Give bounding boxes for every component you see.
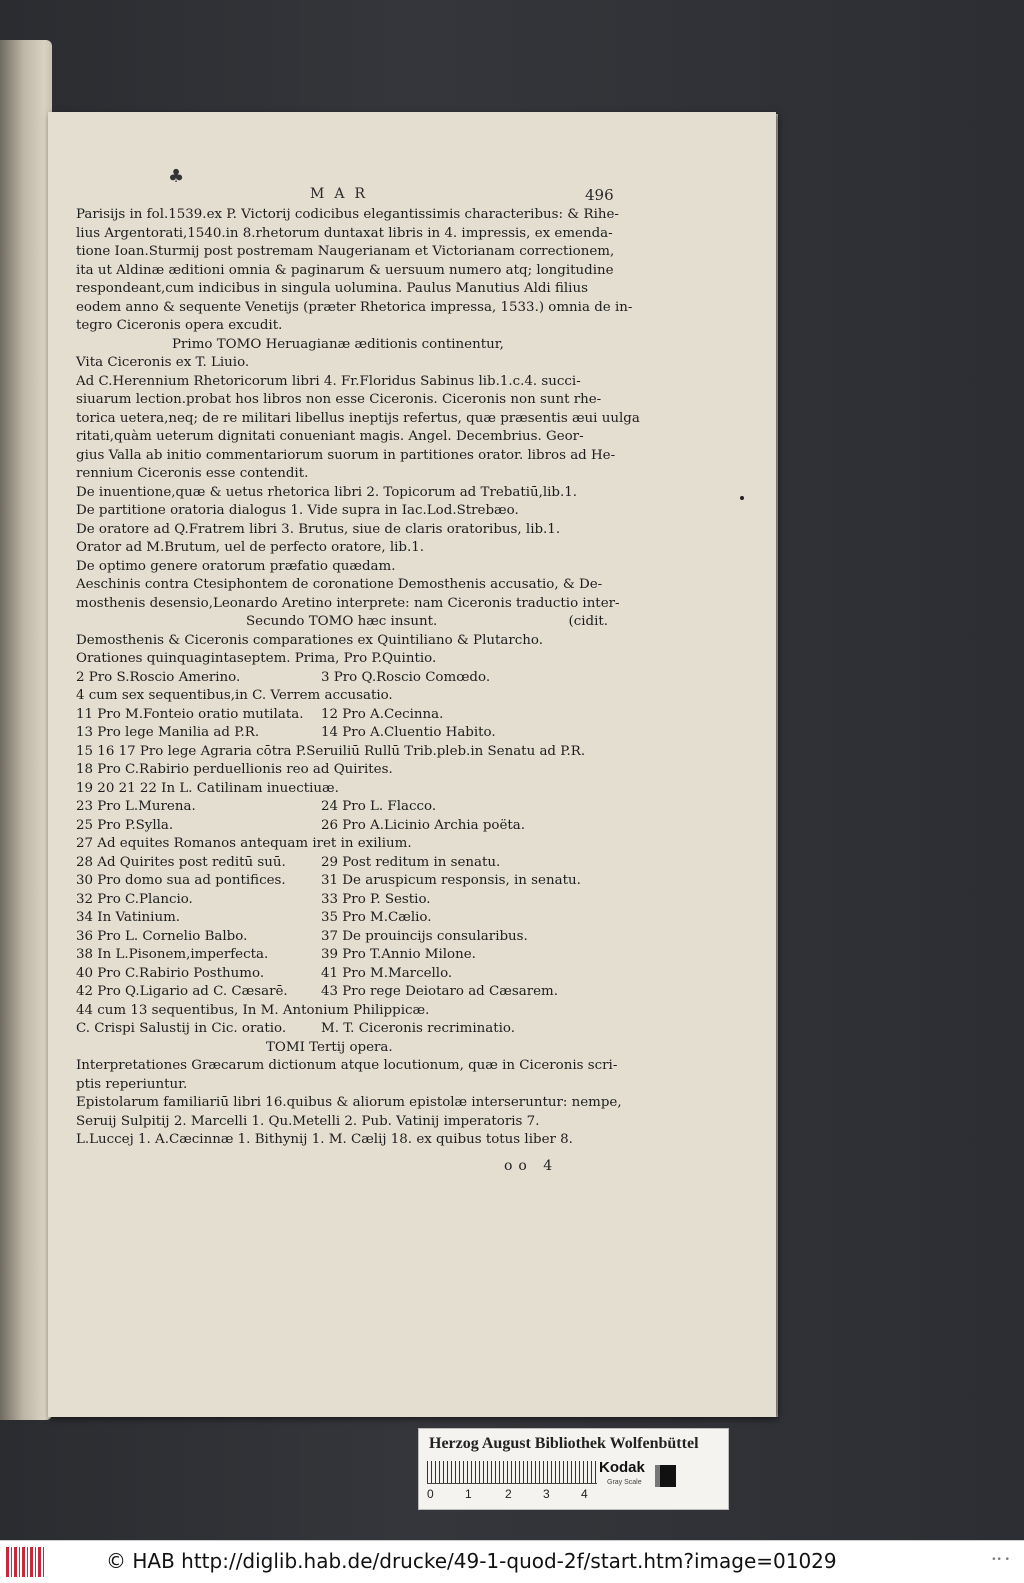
oration-row (76, 817, 616, 836)
text-line: Orationes quinquagintaseptem. Prima, Pro P.Quintio. (76, 651, 437, 666)
oration-row (76, 724, 616, 743)
oration-entry: 40 Pro C.Rabirio Posthumo. (76, 965, 265, 981)
oration-row (76, 687, 616, 706)
oration-entry: C. Crispi Salustij in Cic. oratio. (76, 1021, 287, 1036)
text-line: ptis reperiuntur. (76, 1076, 188, 1092)
text-line: Aeschinis contra Ctesiphontem de coronatione Demosthenis accusatio, & De- (76, 577, 603, 592)
oration-entry: 35 Pro M.Cælio. (321, 910, 432, 925)
text-line: mosthenis desensio,Leonardo Aretino interprete: nam Ciceronis traductio inter- (76, 595, 620, 611)
text-line: eodem anno & sequente Venetijs (præter Rhetorica impressa, 1533.) omnia de in- (76, 299, 633, 315)
page-number: 496 (585, 186, 614, 204)
oration-entry: 11 Pro M.Fonteio oratio mutilata. (76, 706, 304, 722)
signature-mark: oo 4 (504, 1158, 559, 1174)
text-line: Interpretationes Græcarum dictionum atque locutionum, quæ in Ciceronis scri- (76, 1058, 618, 1073)
text-line: lius Argentorati,1540.in 8.rhetorum duntaxat libris in 4. impressis, ex emenda- (76, 225, 613, 241)
oration-row (76, 706, 616, 725)
oration-entry: 39 Pro T.Annio Milone. (321, 947, 476, 962)
oration-entry: 32 Pro C.Plancio. (76, 891, 193, 907)
oration-entry: 2 Pro S.Roscio Amerino. (76, 669, 241, 685)
oration-entry: 23 Pro L.Murena. (76, 799, 196, 814)
previous-page-edge (0, 40, 52, 1420)
ruler-label: 0 (427, 1487, 434, 1501)
oration-entry: 29 Post reditum in senatu. (321, 854, 501, 870)
oration-entry: 27 Ad equites Romanos antequam iret in exilium. (76, 836, 412, 851)
oration-entry: 26 Pro A.Licinio Archia poëta. (321, 817, 526, 833)
tomo2-heading: Secundo TOMO hæc insunt. (246, 614, 438, 629)
text-line: Vita Ciceronis ex T. Liuio. (76, 355, 250, 370)
oration-row (76, 909, 616, 928)
text-line: respondeant,cum indicibus in singula uolumina. Paulus Manutius Aldi filius (76, 281, 588, 296)
oration-row (76, 835, 616, 854)
oration-entry: 4 cum sex sequentibus,in C. Verrem accusatio. (76, 688, 393, 703)
oration-row (76, 946, 616, 965)
text-line: De partitione oratoria dialogus 1. Vide supra in Iac.Lod.Strebæo. (76, 503, 519, 518)
oration-row (76, 1002, 616, 1021)
footer-url[interactable]: © HAB http://diglib.hab.de/drucke/49-1-quod-2f/start.htm?image=01029 (106, 1549, 837, 1573)
text-line: ita ut Aldinæ æditioni omnia & paginarum & uersuum numero atq; longitudine (76, 262, 614, 278)
ink-speck (740, 496, 744, 500)
ornament-icon: ♣ (168, 166, 185, 187)
oration-entry: 24 Pro L. Flacco. (321, 799, 437, 814)
oration-entry: 28 Ad Quirites post reditū suū. (76, 854, 286, 870)
oration-entry: 34 In Vatinium. (76, 910, 181, 925)
oration-entry: 36 Pro L. Cornelio Balbo. (76, 928, 248, 944)
oration-row (76, 761, 616, 780)
oration-row (76, 743, 616, 762)
footer-dots: •• • (991, 1555, 1010, 1565)
oration-entry: 43 Pro rege Deiotaro ad Cæsarem. (321, 984, 558, 999)
library-color-card (418, 1428, 729, 1510)
text-line: L.Luccej 1. A.Cæcinnæ 1. Bithynij 1. M. Cælij 18. ex quibus totus liber 8. (76, 1132, 573, 1147)
gray-swatch (655, 1465, 676, 1487)
oration-row (76, 780, 616, 799)
tomo1-heading: Primo TOMO Heruagianæ æditionis continentur, (172, 336, 504, 352)
text-line: Demosthenis & Ciceronis comparationes ex Quintiliano & Plutarcho. (76, 632, 543, 648)
text-line: Orator ad M.Brutum, uel de perfecto oratore, lib.1. (76, 540, 425, 555)
oration-entry: M. T. Ciceronis recriminatio. (321, 1021, 515, 1036)
oration-row (76, 872, 616, 891)
oration-entry: 37 De prouincijs consularibus. (321, 928, 528, 944)
oration-entry: 18 Pro C.Rabirio perduellionis reo ad Quirites. (76, 762, 393, 777)
text-line: tione Ioan.Sturmij post postremam Naugerianam et Victorianam correctionem, (76, 244, 615, 259)
oration-row (76, 669, 616, 688)
oration-entry: 25 Pro P.Sylla. (76, 817, 174, 833)
kodak-logo: Kodak (599, 1459, 645, 1476)
oration-entry: 30 Pro domo sua ad pontifices. (76, 873, 286, 888)
oration-row (76, 965, 616, 984)
text-line: De optimo genere oratorum præfatio quædam. (76, 558, 396, 574)
text-line: torica uetera,neq; de re militari libellus ineptijs refertus, quæ præsentis æui uulga (76, 410, 640, 426)
text-line: Ad C.Herennium Rhetoricorum libri 4. Fr.Floridus Sabinus lib.1.c.4. succi- (76, 373, 581, 389)
card-title: Herzog August Bibliothek Wolfenbüttel (429, 1435, 699, 1452)
oration-entry: 38 In L.Pisonem,imperfecta. (76, 947, 269, 962)
oration-row (76, 891, 616, 910)
oration-entry: 14 Pro A.Cluentio Habito. (321, 725, 496, 740)
gray-scale-label: Gray Scale (607, 1479, 642, 1486)
text-line: Seruij Sulpitij 2. Marcelli 1. Qu.Metelli 2. Pub. Vatinij imperatoris 7. (76, 1113, 540, 1129)
ruler-label: 3 (543, 1487, 550, 1501)
footer-bar (0, 1540, 1024, 1583)
oration-row (76, 1020, 616, 1039)
tomo2-heading-tail: (cidit. (568, 614, 608, 629)
running-head: MAR (310, 186, 375, 202)
text-line: Parisijs in fol.1539.ex P. Victorij codicibus elegantissimis characteribus: & Rihe- (76, 207, 619, 222)
barcode-icon (6, 1547, 46, 1577)
oration-entry: 42 Pro Q.Ligario ad C. Cæsarē. (76, 984, 288, 999)
oration-entry: 13 Pro lege Manilia ad P.R. (76, 725, 260, 740)
page-text (76, 206, 640, 1150)
text-line: De inuentione,quæ & uetus rhetorica libri 2. Topicorum ad Trebatiū,lib.1. (76, 484, 578, 500)
tomo2-heading-row (76, 613, 616, 632)
ruler-label: 4 (581, 1487, 588, 1501)
oration-entry: 33 Pro P. Sestio. (321, 891, 431, 907)
oration-entry: 15 16 17 Pro lege Agraria cōtra P.Seruiliū Rullū Trib.pleb.in Senatu ad P.R. (76, 743, 586, 759)
oration-row (76, 983, 616, 1002)
ruler-label: 1 (465, 1487, 472, 1501)
oration-row (76, 928, 616, 947)
oration-entry: 12 Pro A.Cecinna. (321, 706, 444, 722)
text-line: rennium Ciceronis esse contendit. (76, 466, 309, 481)
text-line: ritati,quàm ueterum dignitati conueniant magis. Angel. Decembrius. Geor- (76, 429, 584, 444)
text-line: Epistolarum familiariū libri 16.quibus & aliorum epistolæ interseruntur: nempe, (76, 1095, 622, 1110)
scale-ruler (427, 1461, 597, 1484)
oration-row (76, 798, 616, 817)
ruler-label: 2 (505, 1487, 512, 1501)
oration-entry: 41 Pro M.Marcello. (321, 965, 453, 981)
text-line: De oratore ad Q.Fratrem libri 3. Brutus, siue de claris oratoribus, lib.1. (76, 521, 561, 537)
oration-entry: 3 Pro Q.Roscio Comœdo. (321, 669, 491, 685)
tomo3-heading: TOMI Tertij opera. (266, 1039, 393, 1055)
text-line: siuarum lection.probat hos libros non esse Ciceronis. Ciceronis non sunt rhe- (76, 392, 602, 407)
oration-entry: 19 20 21 22 In L. Catilinam inuectiuæ. (76, 780, 339, 796)
oration-entry: 31 De aruspicum responsis, in senatu. (321, 873, 581, 888)
text-line: gius Valla ab initio commentariorum suorum in partitiones orator. libros ad He- (76, 447, 616, 463)
oration-row (76, 854, 616, 873)
oration-entry: 44 cum 13 sequentibus, In M. Antonium Philippicæ. (76, 1002, 430, 1018)
text-line: tegro Ciceronis opera excudit. (76, 318, 283, 333)
